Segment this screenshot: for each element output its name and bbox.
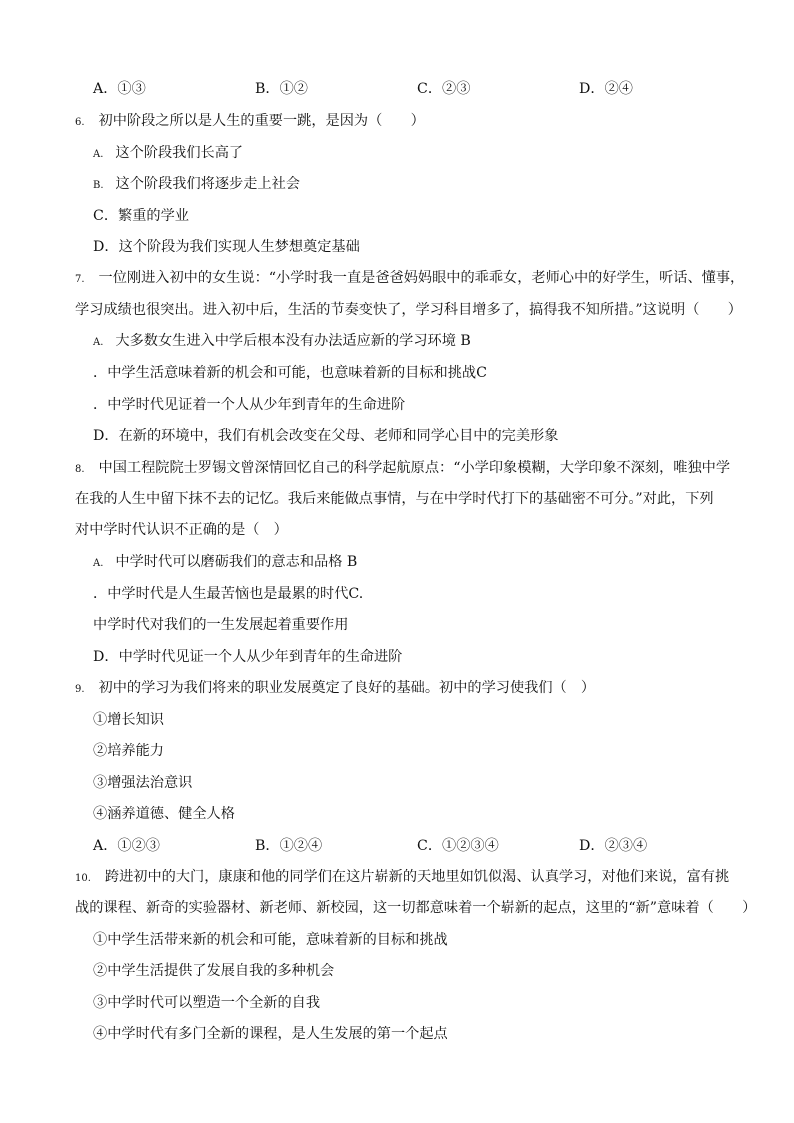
question-text: 初中的学习为我们将来的职业发展奠定了良好的基础。初中的学习使我们（ ） bbox=[98, 680, 596, 696]
question-7-option-b[interactable]: ．中学生活意味着新的机会和可能，也意味着新的目标和挑战C bbox=[93, 365, 487, 381]
question-8-option-b[interactable]: ．中学时代是人生最苦恼也是最累的时代C. bbox=[93, 586, 364, 602]
question-10-item-4: ④中学时代有多门全新的课程，是人生发展的第一个起点 bbox=[93, 1026, 448, 1042]
question-6-stem bbox=[75, 111, 425, 133]
option-b[interactable]: B．①②④ bbox=[255, 838, 323, 854]
option-letter: A. bbox=[93, 558, 104, 569]
question-number: 10. bbox=[75, 873, 91, 884]
question-9-stem bbox=[75, 678, 595, 700]
question-number: 8. bbox=[75, 464, 85, 475]
question-6-option-c[interactable]: C．繁重的学业 bbox=[93, 208, 189, 224]
option-d[interactable]: D．②③④ bbox=[579, 838, 648, 854]
question-9-item-4: ④涵养道德、健全人格 bbox=[93, 806, 235, 822]
option-b[interactable]: B．①② bbox=[255, 81, 308, 97]
option-letter: B. bbox=[93, 180, 104, 191]
question-6-option-d[interactable]: D．这个阶段为我们实现人生梦想奠定基础 bbox=[93, 239, 360, 255]
question-10-stem-line2: 战的课程、新奇的实验器材、新老师、新校园，这一切都意味着一个崭新的起点，这里的“新”意味着（ ） bbox=[75, 900, 757, 916]
question-9-item-2: ②培养能力 bbox=[93, 743, 164, 759]
question-8-option-c[interactable]: 中学时代对我们的一生发展起着重要作用 bbox=[93, 617, 349, 633]
question-text: 一位刚进入初中的女生说：“小学时我一直是爸爸妈妈眼中的乖乖女，老师心中的好学生，听话、懂事， bbox=[98, 270, 745, 286]
question-10-item-3: ③中学时代可以塑造一个全新的自我 bbox=[93, 995, 321, 1011]
question-7-stem-line2: 学习成绩也很突出。进入初中后，生活的节奏变快了，学习科目增多了，搞得我不知所措。”这说明（ ） bbox=[75, 302, 742, 318]
question-number: 7. bbox=[75, 274, 85, 285]
option-text: 这个阶段我们长高了 bbox=[115, 145, 244, 161]
question-7-option-c[interactable]: ．中学时代见证着一个人从少年到青年的生命进阶 bbox=[93, 397, 406, 413]
question-10-item-2: ②中学生活提供了发展自我的多种机会 bbox=[93, 963, 335, 979]
question-10-item-1: ①中学生活带来新的机会和可能，意味着新的目标和挑战 bbox=[93, 932, 448, 948]
question-7-option-a[interactable] bbox=[93, 331, 471, 353]
question-number: 6. bbox=[75, 117, 85, 128]
question-number: 9. bbox=[75, 684, 85, 695]
question-text: 跨进初中的大门，康康和他的同学们在这片崭新的天地里如饥似渴、认真学习，对他们来说，富有挑 bbox=[104, 869, 730, 885]
question-8-stem-line2: 在我的人生中留下抹不去的记忆。我后来能做点事情，与在中学时代打下的基础密不可分。”对此，下列 bbox=[75, 491, 714, 507]
question-8-option-d[interactable]: D．中学时代见证一个人从少年到青年的生命进阶 bbox=[93, 649, 403, 665]
question-8-stem-line3: 对中学时代认识不正确的是（ ） bbox=[75, 522, 288, 538]
question-text: 中国工程院院士罗锡文曾深情回忆自己的科学起航原点：“小学印象模糊，大学印象不深刻，唯独中学 bbox=[98, 460, 731, 476]
option-c[interactable]: C．①②③④ bbox=[417, 838, 499, 854]
option-text: 大多数女生进入中学后根本没有办法适应新的学习环境 B bbox=[115, 333, 471, 349]
question-6-option-a[interactable] bbox=[93, 143, 243, 165]
option-letter: A. bbox=[93, 149, 104, 160]
question-7-option-d[interactable]: D．在新的环境中，我们有机会改变在父母、老师和同学心目中的完美形象 bbox=[93, 428, 559, 444]
question-8-option-a[interactable] bbox=[93, 552, 357, 574]
question-text: 初中阶段之所以是人生的重要一跳，是因为（ ） bbox=[98, 113, 425, 129]
option-c[interactable]: C．②③ bbox=[417, 81, 471, 97]
option-a[interactable]: A．①②③ bbox=[93, 838, 160, 854]
option-letter: A. bbox=[93, 337, 104, 348]
option-text: 中学时代可以磨砺我们的意志和品格 B bbox=[115, 554, 358, 570]
question-10-stem-line1 bbox=[75, 867, 729, 889]
question-9-item-1: ①增长知识 bbox=[93, 712, 164, 728]
option-a[interactable]: A．①③ bbox=[93, 81, 146, 97]
question-9-item-3: ③增强法治意识 bbox=[93, 775, 193, 791]
question-6-option-b[interactable] bbox=[93, 174, 300, 196]
option-text: 这个阶段我们将逐步走上社会 bbox=[115, 176, 300, 192]
question-8-stem-line1 bbox=[75, 458, 730, 480]
question-7-stem-line1 bbox=[75, 268, 744, 290]
option-d[interactable]: D．②④ bbox=[579, 81, 633, 97]
